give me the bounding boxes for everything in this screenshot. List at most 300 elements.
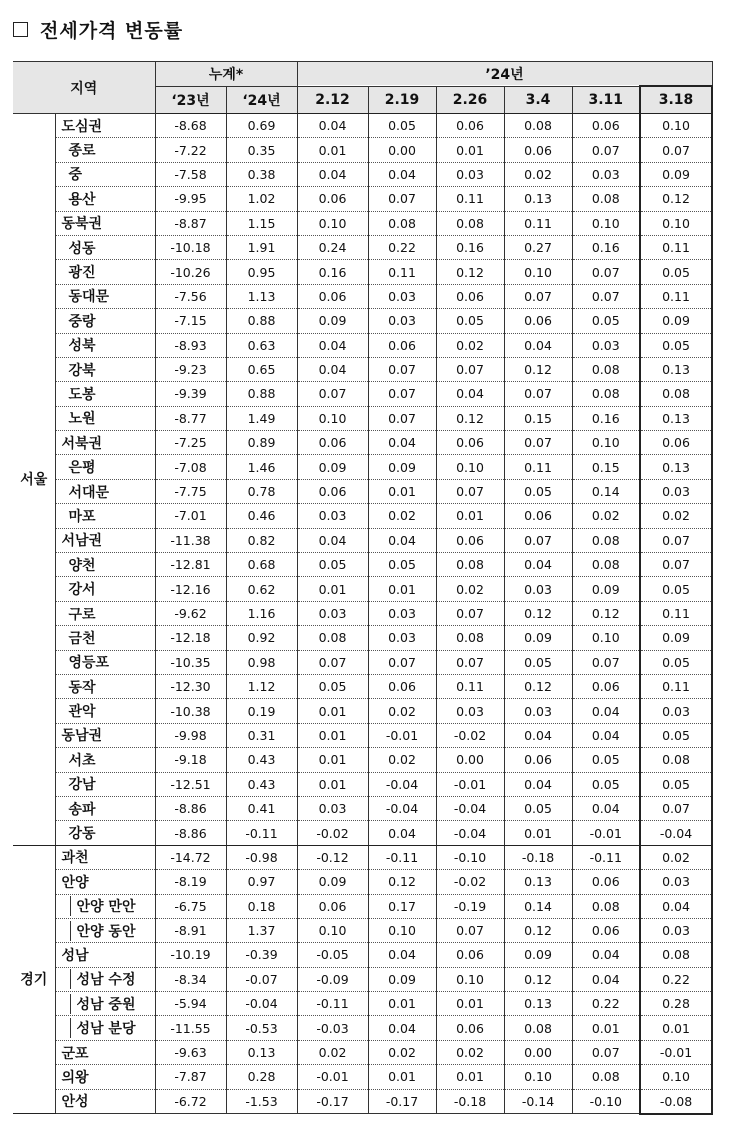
region-name-cell: 안양	[55, 870, 155, 894]
value-cell: 0.02	[572, 504, 640, 528]
value-cell: 0.04	[572, 699, 640, 723]
value-cell: 0.04	[572, 943, 640, 967]
value-cell: 0.08	[572, 187, 640, 211]
table-body	[13, 114, 712, 1114]
value-cell: 0.04	[368, 528, 436, 552]
value-cell: 0.03	[640, 870, 712, 894]
value-cell: 0.09	[297, 309, 368, 333]
value-cell: 0.08	[640, 382, 712, 406]
value-cell: -8.77	[155, 406, 226, 430]
value-cell: 0.10	[297, 918, 368, 942]
value-cell: 0.06	[572, 870, 640, 894]
value-cell: 0.01	[436, 138, 504, 162]
value-cell: 0.15	[572, 455, 640, 479]
value-cell: 0.12	[504, 674, 572, 698]
value-cell: 0.06	[504, 748, 572, 772]
value-cell: 0.09	[640, 162, 712, 186]
value-cell: 0.41	[226, 796, 297, 820]
province-cell: 서울	[13, 114, 55, 846]
value-cell: 0.00	[436, 748, 504, 772]
value-cell: 0.05	[436, 309, 504, 333]
value-cell: 0.11	[504, 455, 572, 479]
value-cell: 0.04	[572, 796, 640, 820]
value-cell: 0.13	[504, 992, 572, 1016]
value-cell: 0.08	[436, 626, 504, 650]
value-cell: 1.49	[226, 406, 297, 430]
value-cell: 0.09	[504, 943, 572, 967]
value-cell: 0.03	[368, 626, 436, 650]
value-cell: 0.06	[436, 1016, 504, 1040]
value-cell: 0.01	[572, 1016, 640, 1040]
value-cell: 0.07	[368, 382, 436, 406]
value-cell: 0.03	[297, 504, 368, 528]
value-cell: 0.11	[436, 187, 504, 211]
value-cell: -0.04	[368, 796, 436, 820]
value-cell: 0.04	[297, 162, 368, 186]
region-name-cell: 동북권	[55, 211, 155, 235]
value-cell: 0.01	[297, 699, 368, 723]
region-name-cell: 용산	[55, 187, 155, 211]
value-cell: -0.11	[297, 992, 368, 1016]
value-cell: 0.35	[226, 138, 297, 162]
region-name-cell: 구로	[55, 601, 155, 625]
value-cell: -8.91	[155, 918, 226, 942]
value-cell: 0.04	[297, 333, 368, 357]
region-name-cell: 서대문	[55, 479, 155, 503]
value-cell: 0.04	[504, 553, 572, 577]
value-cell: -8.93	[155, 333, 226, 357]
value-cell: 0.07	[572, 284, 640, 308]
value-cell: 0.13	[504, 870, 572, 894]
header-col-0219: 2.19	[368, 86, 436, 114]
value-cell: -8.19	[155, 870, 226, 894]
value-cell: -0.04	[436, 796, 504, 820]
value-cell: -9.39	[155, 382, 226, 406]
value-cell: 0.10	[640, 114, 712, 138]
value-cell: 0.08	[572, 382, 640, 406]
value-cell: 1.46	[226, 455, 297, 479]
value-cell: 0.09	[640, 309, 712, 333]
value-cell: 0.08	[572, 357, 640, 381]
value-cell: -7.25	[155, 431, 226, 455]
value-cell: 0.01	[436, 504, 504, 528]
value-cell: -0.01	[572, 821, 640, 845]
value-cell: 0.43	[226, 748, 297, 772]
value-cell: 0.06	[297, 431, 368, 455]
value-cell: 0.06	[297, 479, 368, 503]
value-cell: 0.04	[368, 162, 436, 186]
region-name-cell: 성북	[55, 333, 155, 357]
header-col-24: ‘24년	[226, 86, 297, 114]
value-cell: 0.08	[368, 211, 436, 235]
value-cell: 0.08	[572, 553, 640, 577]
table-row	[13, 918, 712, 942]
value-cell: 1.16	[226, 601, 297, 625]
value-cell: 0.28	[640, 992, 712, 1016]
value-cell: 0.00	[368, 138, 436, 162]
value-cell: -5.94	[155, 992, 226, 1016]
value-cell: 0.04	[297, 357, 368, 381]
value-cell: 0.11	[640, 235, 712, 259]
table-row	[13, 748, 712, 772]
region-name-cell	[55, 918, 155, 942]
table-row	[13, 723, 712, 747]
table-row	[13, 674, 712, 698]
region-name-text: 안양 만안	[70, 896, 136, 916]
value-cell: 0.07	[572, 260, 640, 284]
value-cell: 0.06	[572, 918, 640, 942]
value-cell: 0.14	[504, 894, 572, 918]
value-cell: 0.05	[640, 260, 712, 284]
value-cell: 0.01	[297, 723, 368, 747]
value-cell: -7.87	[155, 1065, 226, 1089]
value-cell: 0.08	[572, 894, 640, 918]
value-cell: 0.08	[436, 211, 504, 235]
value-cell: 0.05	[572, 772, 640, 796]
value-cell: -0.17	[368, 1089, 436, 1113]
value-cell: 0.02	[436, 577, 504, 601]
value-cell: -0.18	[504, 845, 572, 869]
value-cell: 0.07	[572, 1040, 640, 1064]
table-row	[13, 601, 712, 625]
table-row	[13, 553, 712, 577]
header-col-0226: 2.26	[436, 86, 504, 114]
header-cumulative: 누계*	[155, 62, 297, 87]
region-name-cell: 강북	[55, 357, 155, 381]
value-cell: -0.10	[572, 1089, 640, 1113]
value-cell: 0.08	[572, 1065, 640, 1089]
value-cell: 0.02	[368, 748, 436, 772]
value-cell: 0.08	[504, 1016, 572, 1040]
value-cell: 0.07	[368, 406, 436, 430]
value-cell: -0.39	[226, 943, 297, 967]
value-cell: 0.06	[297, 187, 368, 211]
value-cell: 0.10	[436, 967, 504, 991]
value-cell: -11.55	[155, 1016, 226, 1040]
value-cell: 0.01	[640, 1016, 712, 1040]
region-name-cell: 동남권	[55, 723, 155, 747]
value-cell: 0.12	[436, 406, 504, 430]
table-row	[13, 455, 712, 479]
table-row	[13, 284, 712, 308]
value-cell: -8.68	[155, 114, 226, 138]
value-cell: -8.86	[155, 796, 226, 820]
value-cell: -0.04	[226, 992, 297, 1016]
value-cell: 0.06	[572, 114, 640, 138]
value-cell: -0.10	[436, 845, 504, 869]
value-cell: 0.68	[226, 553, 297, 577]
value-cell: 0.01	[297, 748, 368, 772]
table-row	[13, 1065, 712, 1089]
value-cell: 0.05	[640, 333, 712, 357]
value-cell: -7.58	[155, 162, 226, 186]
value-cell: 0.03	[368, 309, 436, 333]
value-cell: 0.06	[368, 674, 436, 698]
value-cell: 0.09	[640, 626, 712, 650]
value-cell: 0.03	[572, 333, 640, 357]
value-cell: -8.34	[155, 967, 226, 991]
value-cell: 0.01	[436, 1065, 504, 1089]
value-cell: -0.04	[640, 821, 712, 845]
value-cell: 0.02	[368, 1040, 436, 1064]
table-row	[13, 1016, 712, 1040]
value-cell: 0.43	[226, 772, 297, 796]
value-cell: 0.10	[297, 211, 368, 235]
value-cell: 0.07	[640, 796, 712, 820]
value-cell: 0.08	[297, 626, 368, 650]
page-title	[13, 16, 183, 43]
region-name-cell: 동작	[55, 674, 155, 698]
value-cell: 0.18	[226, 894, 297, 918]
value-cell: -0.19	[436, 894, 504, 918]
value-cell: -0.12	[297, 845, 368, 869]
value-cell: 0.05	[368, 553, 436, 577]
table-row	[13, 772, 712, 796]
value-cell: 0.05	[368, 114, 436, 138]
value-cell: 0.97	[226, 870, 297, 894]
value-cell: 0.07	[640, 528, 712, 552]
value-cell: 0.09	[297, 455, 368, 479]
value-cell: 0.07	[572, 650, 640, 674]
value-cell: 0.05	[504, 650, 572, 674]
value-cell: -10.35	[155, 650, 226, 674]
value-cell: 0.65	[226, 357, 297, 381]
value-cell: 0.01	[297, 772, 368, 796]
region-name-cell: 서남권	[55, 528, 155, 552]
value-cell: 0.03	[572, 162, 640, 186]
value-cell: 0.11	[368, 260, 436, 284]
region-name-cell: 도봉	[55, 382, 155, 406]
value-cell: 0.03	[504, 699, 572, 723]
region-name-cell: 중	[55, 162, 155, 186]
value-cell: 0.05	[572, 748, 640, 772]
value-cell: 0.01	[297, 138, 368, 162]
value-cell: 0.12	[368, 870, 436, 894]
value-cell: 0.04	[504, 772, 572, 796]
value-cell: -0.07	[226, 967, 297, 991]
region-name-cell: 강동	[55, 821, 155, 845]
region-name-cell: 종로	[55, 138, 155, 162]
value-cell: 0.04	[504, 333, 572, 357]
value-cell: 0.07	[297, 382, 368, 406]
header-col-0318: 3.18	[640, 86, 712, 114]
value-cell: 0.06	[436, 284, 504, 308]
value-cell: 0.03	[297, 601, 368, 625]
value-cell: 0.04	[572, 723, 640, 747]
table-row	[13, 187, 712, 211]
value-cell: 0.14	[572, 479, 640, 503]
value-cell: -0.17	[297, 1089, 368, 1113]
value-cell: 0.10	[504, 260, 572, 284]
value-cell: -7.08	[155, 455, 226, 479]
value-cell: 0.04	[368, 943, 436, 967]
value-cell: 0.01	[297, 577, 368, 601]
value-cell: 0.05	[297, 553, 368, 577]
region-name-cell: 광진	[55, 260, 155, 284]
value-cell: -10.26	[155, 260, 226, 284]
region-name-cell: 은평	[55, 455, 155, 479]
value-cell: 0.07	[368, 650, 436, 674]
table-row	[13, 821, 712, 845]
region-name-cell: 마포	[55, 504, 155, 528]
region-name-cell: 강서	[55, 577, 155, 601]
region-name-cell: 노원	[55, 406, 155, 430]
page-title-text: 전세가격 변동률	[40, 20, 184, 42]
table-row	[13, 357, 712, 381]
value-cell: -11.38	[155, 528, 226, 552]
region-name-text: 안양 동안	[70, 921, 136, 941]
value-cell: 0.16	[572, 235, 640, 259]
table-row	[13, 235, 712, 259]
value-cell: -9.62	[155, 601, 226, 625]
value-cell: 0.08	[436, 553, 504, 577]
value-cell: 0.11	[640, 674, 712, 698]
value-cell: 0.28	[226, 1065, 297, 1089]
value-cell: 0.03	[504, 577, 572, 601]
value-cell: 0.07	[436, 601, 504, 625]
header-year-2024: ’24년	[297, 62, 712, 87]
value-cell: 0.11	[436, 674, 504, 698]
table-row	[13, 528, 712, 552]
value-cell: 0.06	[436, 528, 504, 552]
value-cell: 0.46	[226, 504, 297, 528]
table-row	[13, 650, 712, 674]
value-cell: 0.69	[226, 114, 297, 138]
region-name-text: 성남 중원	[70, 994, 136, 1014]
region-name-cell	[55, 1016, 155, 1040]
value-cell: 0.06	[504, 309, 572, 333]
table-row	[13, 309, 712, 333]
value-cell: 0.08	[640, 748, 712, 772]
value-cell: 0.07	[436, 479, 504, 503]
value-cell: 0.02	[436, 333, 504, 357]
value-cell: 0.04	[640, 894, 712, 918]
value-cell: 1.37	[226, 918, 297, 942]
region-name-cell: 양천	[55, 553, 155, 577]
value-cell: 0.07	[368, 187, 436, 211]
table-row	[13, 138, 712, 162]
value-cell: 0.03	[436, 162, 504, 186]
value-cell: 0.22	[368, 235, 436, 259]
table-row	[13, 943, 712, 967]
table-row	[13, 333, 712, 357]
value-cell: 0.10	[640, 211, 712, 235]
region-name-cell: 동대문	[55, 284, 155, 308]
value-cell: 0.02	[640, 845, 712, 869]
table-row	[13, 114, 712, 138]
value-cell: 0.05	[640, 650, 712, 674]
region-name-cell	[55, 967, 155, 991]
value-cell: 0.17	[368, 894, 436, 918]
value-cell: 0.10	[572, 431, 640, 455]
value-cell: 0.13	[226, 1040, 297, 1064]
value-cell: 0.10	[572, 211, 640, 235]
value-cell: -9.18	[155, 748, 226, 772]
value-cell: -0.09	[297, 967, 368, 991]
value-cell: 0.98	[226, 650, 297, 674]
value-cell: 0.07	[640, 553, 712, 577]
region-name-cell: 안성	[55, 1089, 155, 1113]
value-cell: 0.04	[297, 528, 368, 552]
value-cell: 0.01	[504, 821, 572, 845]
value-cell: 0.02	[436, 1040, 504, 1064]
value-cell: 1.02	[226, 187, 297, 211]
value-cell: 0.06	[297, 894, 368, 918]
region-name-cell: 중랑	[55, 309, 155, 333]
value-cell: 0.04	[368, 821, 436, 845]
table-row	[13, 894, 712, 918]
value-cell: 0.02	[368, 699, 436, 723]
region-name-cell: 송파	[55, 796, 155, 820]
value-cell: -0.01	[297, 1065, 368, 1089]
value-cell: 0.05	[640, 772, 712, 796]
region-name-cell: 도심권	[55, 114, 155, 138]
value-cell: 0.15	[504, 406, 572, 430]
value-cell: 0.12	[640, 187, 712, 211]
value-cell: 0.04	[504, 723, 572, 747]
value-cell: -0.11	[226, 821, 297, 845]
table-row	[13, 577, 712, 601]
value-cell: 0.13	[640, 455, 712, 479]
value-cell: 0.16	[436, 235, 504, 259]
value-cell: 0.88	[226, 382, 297, 406]
value-cell: -0.04	[436, 821, 504, 845]
value-cell: 0.08	[572, 528, 640, 552]
table-row	[13, 431, 712, 455]
value-cell: 0.04	[297, 114, 368, 138]
value-cell: 0.07	[297, 650, 368, 674]
value-cell: 0.07	[640, 138, 712, 162]
value-cell: 0.12	[504, 601, 572, 625]
value-cell: 0.10	[368, 918, 436, 942]
value-cell: 0.10	[297, 406, 368, 430]
value-cell: -8.86	[155, 821, 226, 845]
value-cell: 0.92	[226, 626, 297, 650]
value-cell: -0.01	[436, 772, 504, 796]
value-cell: -9.95	[155, 187, 226, 211]
value-cell: -9.23	[155, 357, 226, 381]
value-cell: -0.98	[226, 845, 297, 869]
table-row	[13, 796, 712, 820]
region-name-cell: 의왕	[55, 1065, 155, 1089]
value-cell: 0.10	[436, 455, 504, 479]
value-cell: 0.04	[368, 1016, 436, 1040]
value-cell: 0.12	[504, 967, 572, 991]
value-cell: 0.13	[640, 406, 712, 430]
value-cell: 0.06	[297, 284, 368, 308]
value-cell: 0.03	[297, 796, 368, 820]
region-name-cell: 과천	[55, 845, 155, 869]
value-cell: 0.09	[572, 577, 640, 601]
value-cell: 0.82	[226, 528, 297, 552]
value-cell: -7.75	[155, 479, 226, 503]
table-row	[13, 1040, 712, 1064]
value-cell: 0.08	[504, 114, 572, 138]
value-cell: -0.03	[297, 1016, 368, 1040]
value-cell: -0.14	[504, 1089, 572, 1113]
table-row	[13, 211, 712, 235]
value-cell: 0.06	[640, 431, 712, 455]
value-cell: -0.05	[297, 943, 368, 967]
value-cell: 0.07	[504, 431, 572, 455]
value-cell: 0.01	[368, 992, 436, 1016]
value-cell: 0.09	[368, 455, 436, 479]
value-cell: 0.22	[640, 967, 712, 991]
value-cell: 0.05	[572, 309, 640, 333]
value-cell: 1.12	[226, 674, 297, 698]
value-cell: 0.01	[436, 992, 504, 1016]
value-cell: -12.16	[155, 577, 226, 601]
